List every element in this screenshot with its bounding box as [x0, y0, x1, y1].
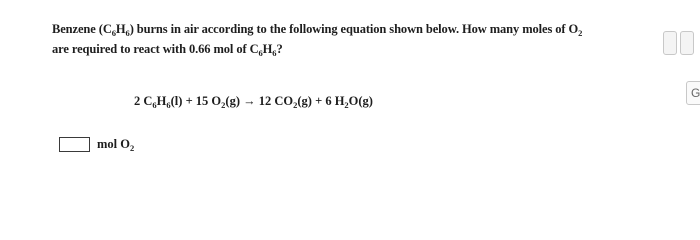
edge-button[interactable]: [686, 81, 700, 105]
subscript: 2: [293, 100, 298, 110]
question-line-2: [52, 39, 652, 59]
question-fragment: ?: [276, 42, 283, 56]
subscript: 2: [129, 143, 135, 153]
unit-label: [97, 137, 134, 152]
question-fragment: H: [262, 42, 273, 56]
side-tab[interactable]: [663, 31, 677, 55]
equation-fragment: O(g): [348, 94, 373, 108]
question-fragment: are required to react with 0.66 mol of C: [52, 42, 259, 56]
answer-row: [59, 137, 134, 152]
question-text: [52, 19, 652, 59]
subscript: 6: [258, 48, 263, 58]
question-line-1: [52, 19, 652, 39]
subscript: 2: [344, 100, 349, 110]
question-fragment: H: [115, 22, 126, 36]
chemical-equation: [134, 92, 373, 110]
subscript: 6: [125, 28, 130, 38]
equation-fragment: (l) + 15 O: [170, 94, 222, 108]
question-fragment: ) burns in air according to the following equation shown below. How many moles of O: [129, 22, 579, 36]
subscript: 2: [578, 28, 583, 38]
subscript: 6: [272, 48, 277, 58]
equation-fragment: 2 C: [134, 94, 153, 108]
answer-input[interactable]: [59, 137, 90, 152]
equation-fragment: H: [156, 94, 167, 108]
side-tab[interactable]: [680, 31, 694, 55]
edge-button-label: G: [691, 86, 700, 100]
unit-text: mol O: [97, 137, 130, 151]
equation-fragment: (g) + 6 H: [297, 94, 345, 108]
subscript: 6: [166, 100, 171, 110]
subscript: 2: [221, 100, 226, 110]
subscript: 6: [152, 100, 157, 110]
side-controls: [660, 0, 700, 120]
subscript: 6: [111, 28, 116, 38]
question-fragment: Benzene (C: [52, 22, 112, 36]
equation-fragment: (g) → 12 CO: [225, 94, 294, 108]
